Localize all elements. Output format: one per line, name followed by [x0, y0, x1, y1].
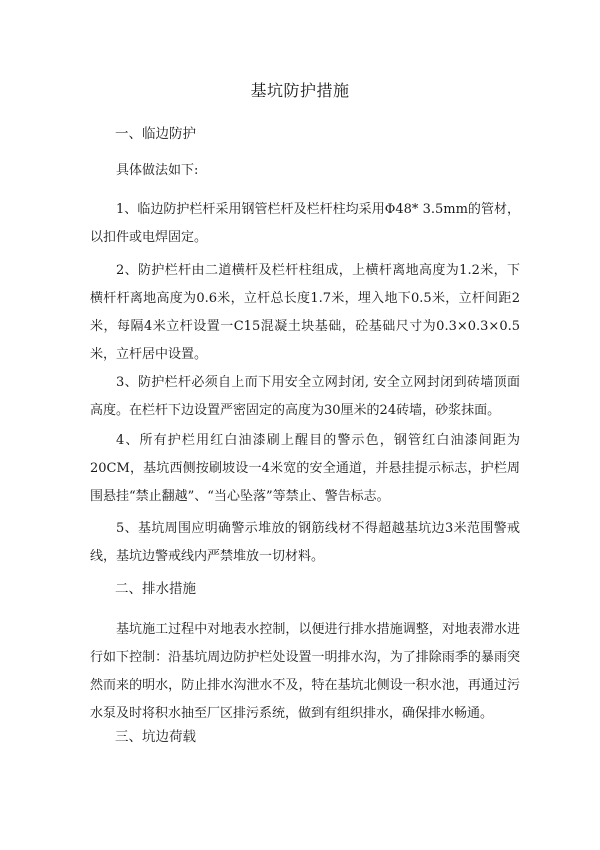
paragraph-item-4: 4、所有护栏用红白油漆刷上醒目的警示色，钢管红白油漆间距为20CM，基坑西侧按刷坡设一4米宽的安全通道，并悬挂提示标志，护栏周围悬挂“禁止翻越”、“当心坠落”等禁止、警告标志。 — [90, 433, 520, 504]
document-title: 基坑防护措施 — [250, 81, 350, 100]
paragraph-item-1: 1、临边防护栏杆采用钢管栏杆及栏杆柱均采用Φ48* 3.5mm的管材，以扣件或电焊固定。 — [90, 202, 520, 245]
paragraph-item-3: 3、防护栏杆必须自上而下用安全立网封闭, 安全立网封闭到砖墙顶面高度。在栏杆下边设置严密固定的高度为30厘米的24砖墙，砂浆抹面。 — [90, 375, 520, 418]
section-heading-drainage: 二、排水措施 — [115, 581, 196, 597]
section-heading-edge-protection: 一、临边防护 — [115, 126, 196, 142]
paragraph-item-5: 5、基坑周围应明确警示堆放的钢筋线材不得超越基坑边3米范围警戒线，基坑边警戒线内严禁堆放一切材料。 — [90, 521, 520, 564]
paragraph-drainage: 基坑施工过程中对地表水控制，以便进行排水措施调整，对地表滞水进行如下控制：沿基坑周边防护栏处设置一明排水沟，为了排除雨季的暴雨突然而来的明水，防止排水沟泄水不及，特在基坑北侧设一积水池，再通过污水泵及时将积水抽至厂区排污系统，做到有组织排水，确保排水畅通。 — [90, 622, 520, 721]
paragraph-intro: 具体做法如下: — [116, 163, 199, 178]
section-heading-pit-edge-load: 三、坑边荷载 — [115, 729, 196, 745]
paragraph-item-2: 2、防护栏杆由二道横杆及栏杆柱组成，上横杆离地高度为1.2米，下横杆杆离地高度为0.6米，立杆总长度1.7米，埋入地下0.5米，立杆间距2米，每隔4米立杆设置一C15混凝土块基础，砼基础尺寸为0.3×0.3×0.5米，立杆居中设置。 — [90, 263, 520, 362]
